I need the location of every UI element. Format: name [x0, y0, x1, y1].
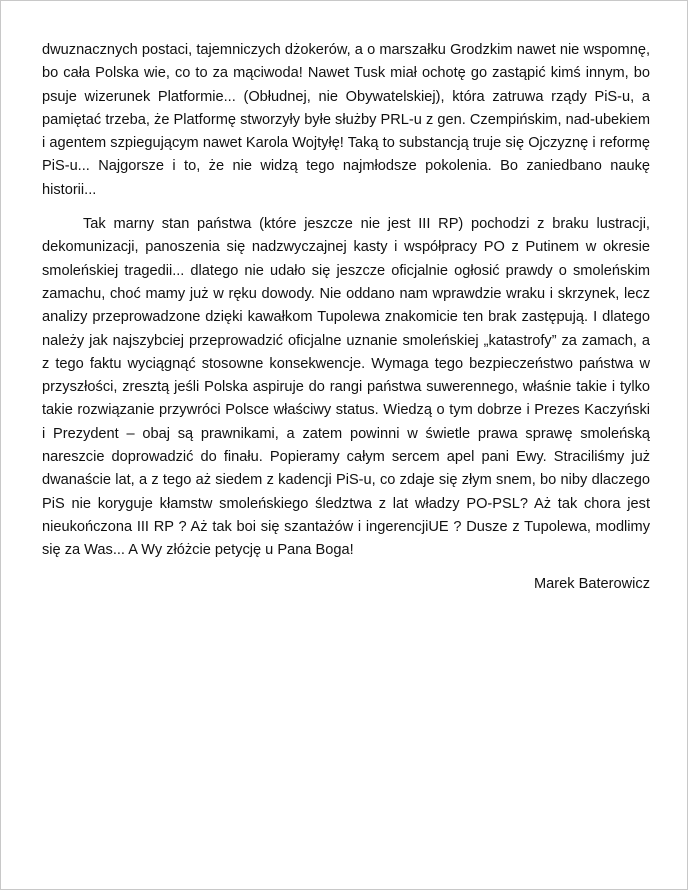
author-signature: Marek Baterowicz: [534, 575, 650, 592]
paragraph-1: dwuznacznych postaci, tajemniczych dżokerów, a o marszałku Grodzkim nawet nie wspomnę, bo cała Polska wie, co to za mąciwoda! Nawet Tusk miał ochotę go zastąpić kimś innym, bo psuje wizerunek Platformie... (Obłudnej, nie Obywatelskiej), która zatruwa rządy PiS-u, a pamiętać trzeba, że Platformę stworzyły byłe służby PRL-u z gen. Czempińskim, nad-ubekiem i agentem szpiegującym nawet Karola Wojtyłę! Taką to substancją truje się Ojczyznę i reformę PiS-u... Najgorsze i to, że nie widzą tego najmłodsze pokolenia. Bo zaniedbano naukę historii...: [42, 42, 650, 198]
document-body: [42, 39, 650, 596]
paragraph-2: Tak marny stan państwa (które jeszcze nie jest III RP) pochodzi z braku lustracji, dekomunizacji, panoszenia się nadzwyczajnej kasty i współpracy PO z Putinem w okresie smoleńskiej tragedii... dlatego nie udało się jeszcze oficjalnie ogłosić prawdy o smoleńskim zamachu, choć mamy już w ręku dowody. Nie oddano nam wprawdzie wraku i skrzynek, lecz analizy przeprowadzone dzięki kawałkom Tupolewa znakomicie ten brak zastępują. I dlatego należy jak najszybciej przeprowadzić oficjalne uznanie smoleńskiej „katastrofy” za zamach, a z tego faktu wyciągnąć stosowne konsekwencje. Wymaga tego bezpieczeństwo państwa w przyszłości, zresztą jeśli Polska aspiruje do rangi państwa suwerennego, właśnie takie i tylko takie rozwiązanie przywróci Polsce właściwy status. Wiedzą o tym dobrze i Prezes Kaczyński i Prezydent – obaj są prawnikami, a zatem powinni w świetle prawa sprawę smoleńską nareszcie doprowadzić do finału. Popieramy całym sercem apel pani Ewy. Straciliśmy już dwanaście lat, a z tego aż siedem z kadencji PiS-u, co zdaje się złym snem, bo niby dlaczego PiS nie koryguje kłamstw smoleńskiego śledztwa z lat władzy PO-PSL? Aż tak chora jest nieukończona III RP ? Aż tak boi się szantażów i ingerencjiUE ? Dusze z Tupolewa, modlimy się za Was... A Wy złóżcie petycję u Pana Boga!: [42, 216, 650, 559]
